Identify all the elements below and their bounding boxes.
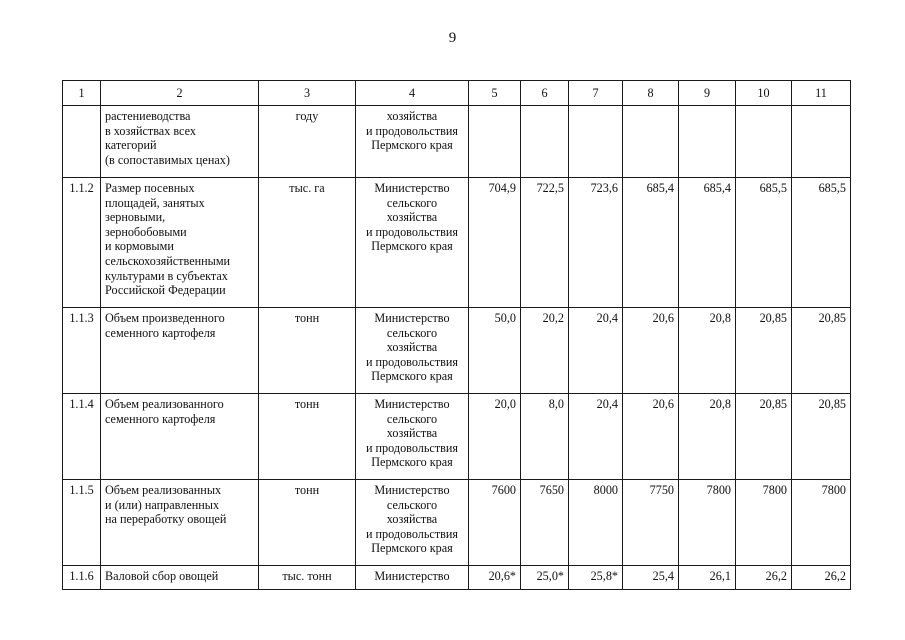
value-cell: 20,8: [679, 394, 736, 480]
indicator-name: Объем реализованных и (или) направленных на переработку овощей: [101, 480, 259, 566]
value-cell: 26,2: [792, 566, 851, 590]
header-cell: 7: [569, 81, 623, 106]
indicators-table: [62, 80, 851, 590]
indicator-name: Валовой сбор овощей: [101, 566, 259, 590]
indicator-name: Объем реализованного семенного картофеля: [101, 394, 259, 480]
value-cell: 685,4: [679, 178, 736, 308]
value-cell: 20,2: [521, 308, 569, 394]
value-cell: 26,2: [736, 566, 792, 590]
row-number: 1.1.4: [63, 394, 101, 480]
unit: году: [259, 106, 356, 178]
indicator-name: растениеводства в хозяйствах всех категорий (в сопоставимых ценах): [101, 106, 259, 178]
row-number: 1.1.6: [63, 566, 101, 590]
row-number: 1.1.5: [63, 480, 101, 566]
responsible-body: Министерство сельского хозяйства и продовольствия Пермского края: [356, 178, 469, 308]
header-cell: 3: [259, 81, 356, 106]
value-cell: [736, 106, 792, 178]
value-cell: 8000: [569, 480, 623, 566]
unit: тыс. тонн: [259, 566, 356, 590]
header-cell: 2: [101, 81, 259, 106]
value-cell: 7800: [792, 480, 851, 566]
unit: тыс. га: [259, 178, 356, 308]
table-row: [63, 308, 851, 394]
value-cell: 20,0: [469, 394, 521, 480]
indicator-name: Объем произведенного семенного картофеля: [101, 308, 259, 394]
header-cell: 1: [63, 81, 101, 106]
responsible-body: хозяйства и продовольствия Пермского края: [356, 106, 469, 178]
value-cell: 26,1: [679, 566, 736, 590]
value-cell: 7650: [521, 480, 569, 566]
unit: тонн: [259, 480, 356, 566]
header-cell: 9: [679, 81, 736, 106]
header-cell: 8: [623, 81, 679, 106]
responsible-body: Министерство сельского хозяйства и продовольствия Пермского края: [356, 394, 469, 480]
value-cell: 20,4: [569, 394, 623, 480]
value-cell: 20,85: [792, 394, 851, 480]
value-cell: 20,6*: [469, 566, 521, 590]
value-cell: 723,6: [569, 178, 623, 308]
responsible-body: Министерство сельского хозяйства и продовольствия Пермского края: [356, 308, 469, 394]
value-cell: 685,5: [736, 178, 792, 308]
value-cell: 20,85: [736, 394, 792, 480]
value-cell: 7750: [623, 480, 679, 566]
indicator-name: Размер посевных площадей, занятых зерновыми, зернобобовыми и кормовыми сельскохозяйственными культурами в субъектах Российской Федерации: [101, 178, 259, 308]
table-row: [63, 106, 851, 178]
value-cell: 20,8: [679, 308, 736, 394]
header-cell: 10: [736, 81, 792, 106]
value-cell: [521, 106, 569, 178]
value-cell: [569, 106, 623, 178]
value-cell: 8,0: [521, 394, 569, 480]
value-cell: 685,4: [623, 178, 679, 308]
unit: тонн: [259, 308, 356, 394]
value-cell: 7800: [679, 480, 736, 566]
page-number: 9: [448, 30, 457, 46]
responsible-body: Министерство сельского хозяйства и продовольствия Пермского края: [356, 480, 469, 566]
value-cell: 25,4: [623, 566, 679, 590]
value-cell: [623, 106, 679, 178]
value-cell: 7800: [736, 480, 792, 566]
header-cell: 11: [792, 81, 851, 106]
value-cell: 722,5: [521, 178, 569, 308]
value-cell: [679, 106, 736, 178]
table-row: [63, 566, 851, 590]
value-cell: [792, 106, 851, 178]
value-cell: 20,85: [736, 308, 792, 394]
unit: тонн: [259, 394, 356, 480]
header-cell: 6: [521, 81, 569, 106]
row-number: [63, 106, 101, 178]
header-cell: 4: [356, 81, 469, 106]
value-cell: 704,9: [469, 178, 521, 308]
value-cell: 685,5: [792, 178, 851, 308]
value-cell: 20,6: [623, 308, 679, 394]
table-row: [63, 394, 851, 480]
value-cell: 7600: [469, 480, 521, 566]
value-cell: 20,4: [569, 308, 623, 394]
row-number: 1.1.2: [63, 178, 101, 308]
header-row: [63, 81, 851, 106]
value-cell: 50,0: [469, 308, 521, 394]
row-number: 1.1.3: [63, 308, 101, 394]
table-row: [63, 480, 851, 566]
value-cell: [469, 106, 521, 178]
value-cell: 20,85: [792, 308, 851, 394]
value-cell: 25,8*: [569, 566, 623, 590]
value-cell: 20,6: [623, 394, 679, 480]
header-cell: 5: [469, 81, 521, 106]
responsible-body: Министерство: [356, 566, 469, 590]
value-cell: 25,0*: [521, 566, 569, 590]
table-row: [63, 178, 851, 308]
